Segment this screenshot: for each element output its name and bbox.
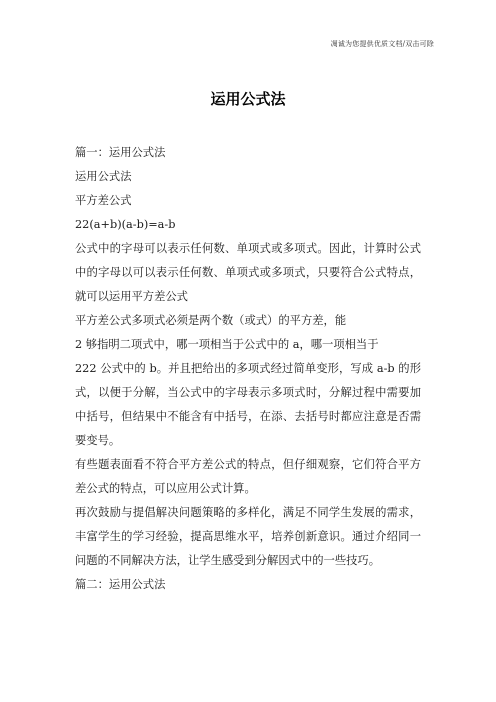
- body-line: 式，以便于分解，当公式中的字母表示多项式时，分解过程中需要加: [75, 386, 421, 399]
- body-line: 问题的不同解决方法，让学生感受到分解因式中的一些技巧。: [75, 554, 381, 567]
- body-line: 中的字母以可以表示任何数、单项式或多项式，只要符合公式特点，: [75, 266, 421, 279]
- document-body: [75, 141, 421, 597]
- body-line: 就可以运用平方差公式: [75, 290, 188, 303]
- body-line: 中括号，但结果中不能含有中括号，在添、去括号时都应注意是否需: [75, 410, 421, 423]
- body-line: 平方差公式: [75, 194, 132, 207]
- document-title: 运用公式法: [210, 90, 286, 108]
- body-line: 要变号。: [75, 434, 121, 447]
- body-line: 平方差公式多项式必须是两个数（或式）的平方差，能: [75, 314, 347, 327]
- body-line: 篇一：运用公式法: [75, 146, 166, 159]
- body-line: 222 公式中的 b。并且把给出的多项式经过简单变形，写成 a-b 的形: [75, 362, 421, 375]
- body-line: 有些题表面看不符合平方差公式的特点，但仔细观察，它们符合平方: [75, 458, 421, 471]
- body-line: 公式中的字母可以表示任何数、单项式或多项式。因此，计算时公式: [75, 242, 421, 255]
- body-line: 篇二：运用公式法: [75, 578, 166, 591]
- body-line: 再次鼓励与提倡解决问题策略的多样化，满足不同学生发展的需求，: [75, 506, 421, 519]
- body-line: 差公式的特点，可以应用公式计算。: [75, 482, 256, 495]
- body-line: 运用公式法: [75, 170, 132, 183]
- body-line: 22(a+b)(a-b)=a-b: [75, 218, 176, 231]
- body-line: 丰富学生的学习经验，提高思维水平，培养创新意识。通过介绍同一: [75, 530, 421, 543]
- body-line: 2 够指明二项式中，哪一项相当于公式中的 a，哪一项相当于: [75, 338, 379, 351]
- header-note: 凋诚为您提供优质文档/双击可除: [330, 40, 434, 48]
